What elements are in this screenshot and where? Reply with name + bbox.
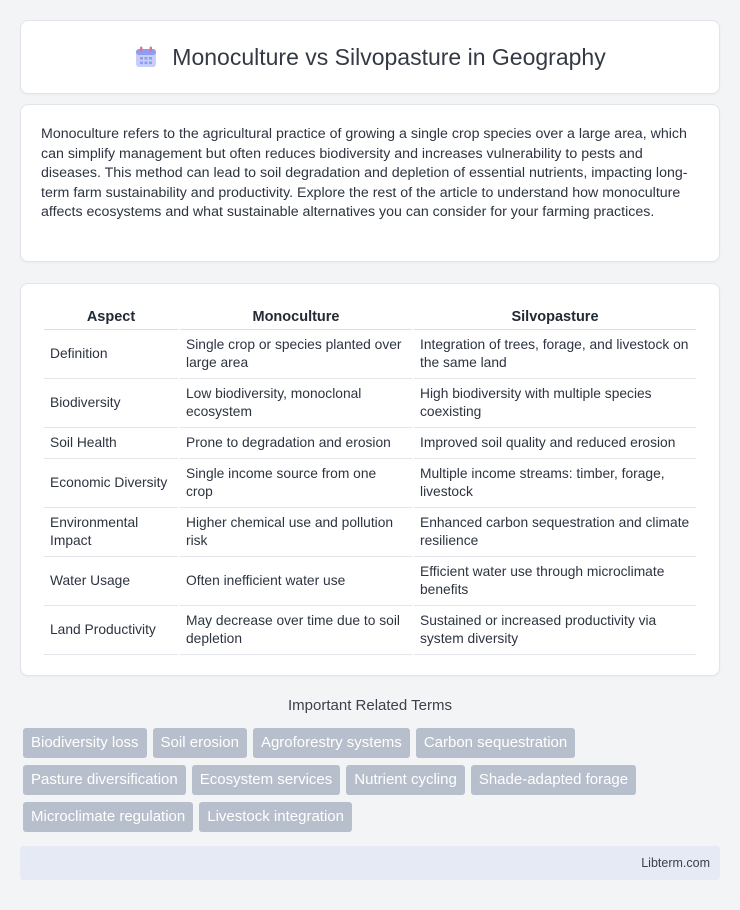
row-silvopasture: High biodiversity with multiple species coexisting xyxy=(414,379,696,428)
table-row xyxy=(44,330,696,379)
row-monoculture: Higher chemical use and pollution risk xyxy=(180,508,412,557)
related-terms-list xyxy=(23,728,723,832)
comparison-card xyxy=(20,283,720,676)
term-tag[interactable]: Carbon sequestration xyxy=(416,728,575,758)
footer xyxy=(20,846,720,880)
header xyxy=(134,44,605,71)
row-silvopasture: Sustained or increased productivity via system diversity xyxy=(414,606,696,655)
table-header-row xyxy=(44,304,696,330)
row-monoculture: Often inefficient water use xyxy=(180,557,412,606)
header-card xyxy=(20,20,720,94)
footer-brand[interactable]: Libterm.com xyxy=(641,856,710,870)
page-title: Monoculture vs Silvopasture in Geography xyxy=(172,43,606,70)
row-monoculture: Prone to degradation and erosion xyxy=(180,428,412,459)
term-tag[interactable]: Agroforestry systems xyxy=(253,728,410,758)
row-silvopasture: Improved soil quality and reduced erosion xyxy=(414,428,696,459)
term-tag[interactable]: Soil erosion xyxy=(153,728,247,758)
term-tag[interactable]: Livestock integration xyxy=(199,802,352,832)
row-monoculture: May decrease over time due to soil depletion xyxy=(180,606,412,655)
row-aspect: Economic Diversity xyxy=(44,459,178,508)
intro-card xyxy=(20,104,720,262)
table-row xyxy=(44,379,696,428)
table-row xyxy=(44,428,696,459)
row-aspect: Water Usage xyxy=(44,557,178,606)
header-monoculture: Monoculture xyxy=(180,304,412,330)
related-terms-title: Important Related Terms xyxy=(288,697,452,714)
header-silvopasture: Silvopasture xyxy=(414,304,696,330)
table-row xyxy=(44,508,696,557)
term-tag[interactable]: Microclimate regulation xyxy=(23,802,193,832)
row-monoculture: Single crop or species planted over large area xyxy=(180,330,412,379)
row-monoculture: Single income source from one crop xyxy=(180,459,412,508)
table-row xyxy=(44,557,696,606)
row-silvopasture: Enhanced carbon sequestration and climate resilience xyxy=(414,508,696,557)
intro-paragraph: Monoculture refers to the agricultural practice of growing a single crop species over a large area, which can simplify management but often reduces biodiversity and increases vulnerability to pests and diseases. This method can lead to soil degradation and depletion of essential nutrients, impacting long-term farm sustainability and productivity. Explore the rest of the article to understand how monoculture affects ecosystems and what sustainable alternatives you can consider for your farming practices. xyxy=(41,126,688,220)
row-aspect: Biodiversity xyxy=(44,379,178,428)
term-tag[interactable]: Biodiversity loss xyxy=(23,728,147,758)
row-silvopasture: Multiple income streams: timber, forage, livestock xyxy=(414,459,696,508)
row-silvopasture: Efficient water use through microclimate benefits xyxy=(414,557,696,606)
table-row xyxy=(44,459,696,508)
table-row xyxy=(44,606,696,655)
calendar-icon xyxy=(134,45,158,69)
comparison-table xyxy=(42,304,698,655)
row-aspect: Environmental Impact xyxy=(44,508,178,557)
term-tag[interactable]: Pasture diversification xyxy=(23,765,186,795)
term-tag[interactable]: Nutrient cycling xyxy=(346,765,465,795)
row-aspect: Definition xyxy=(44,330,178,379)
term-tag[interactable]: Shade-adapted forage xyxy=(471,765,636,795)
row-aspect: Soil Health xyxy=(44,428,178,459)
row-aspect: Land Productivity xyxy=(44,606,178,655)
header-aspect: Aspect xyxy=(44,304,178,330)
term-tag[interactable]: Ecosystem services xyxy=(192,765,341,795)
row-silvopasture: Integration of trees, forage, and livestock on the same land xyxy=(414,330,696,379)
row-monoculture: Low biodiversity, monoclonal ecosystem xyxy=(180,379,412,428)
